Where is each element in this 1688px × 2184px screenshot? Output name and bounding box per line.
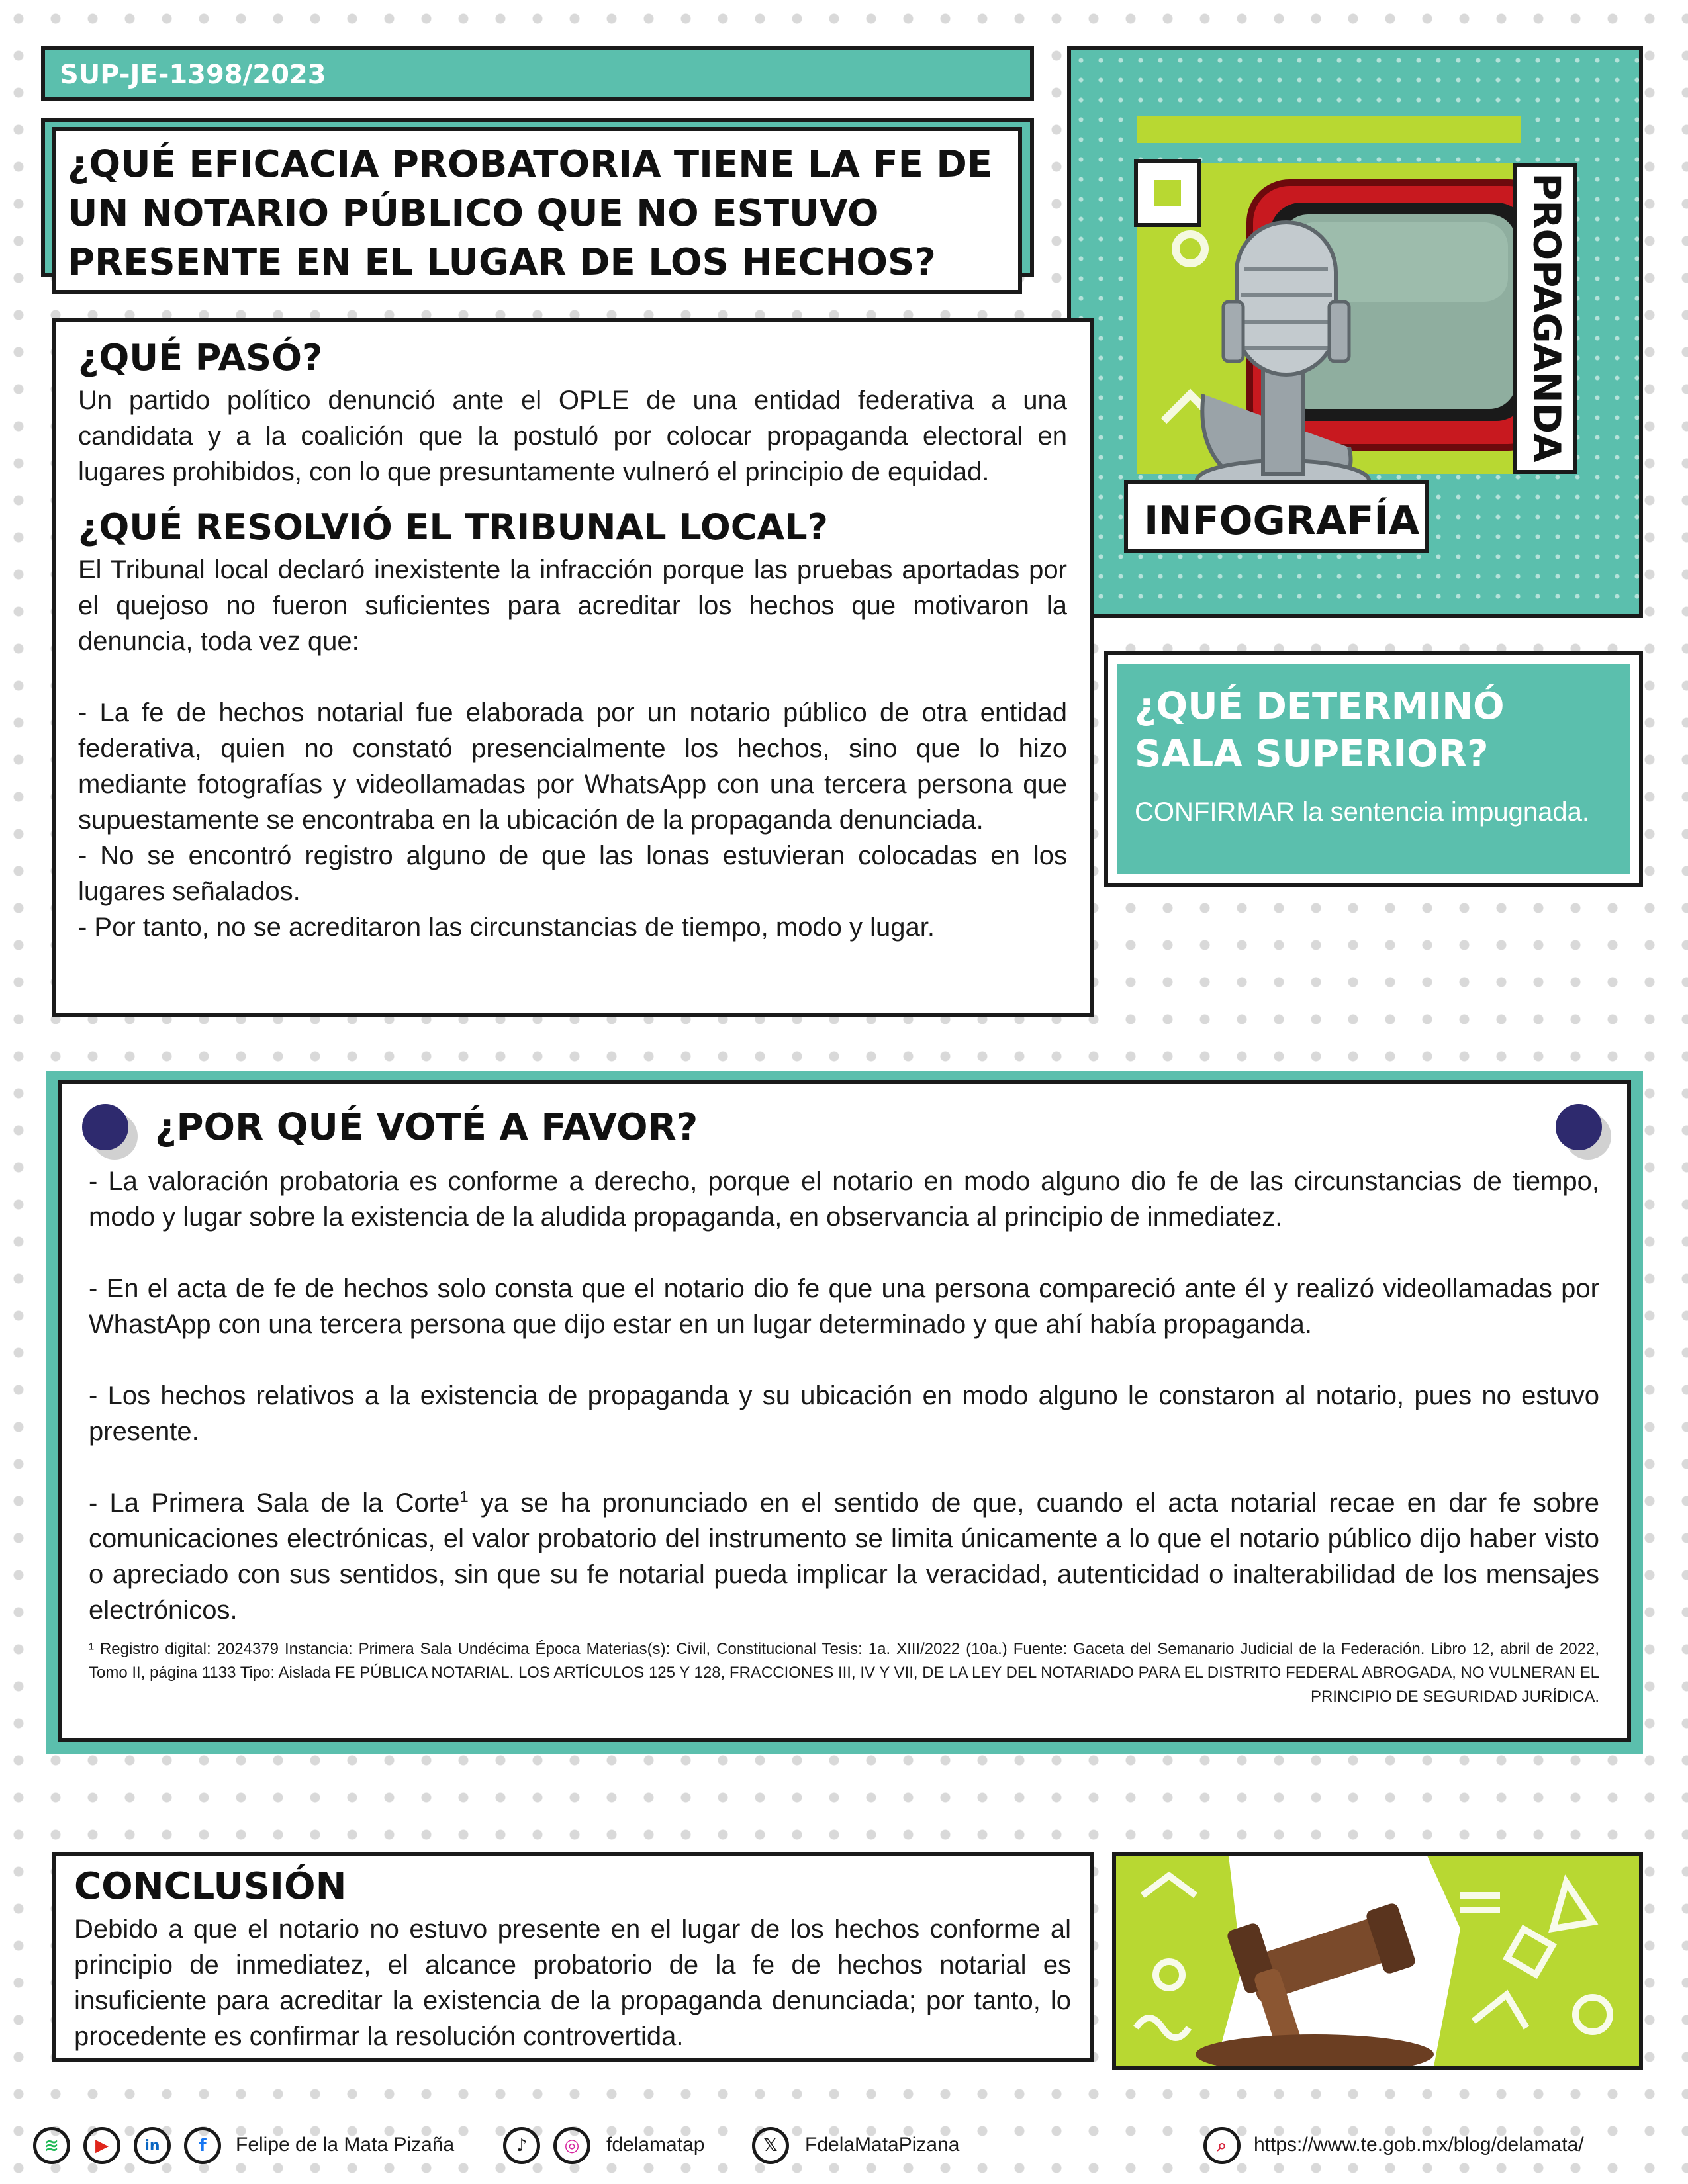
vertical-label-box xyxy=(1513,163,1577,474)
voto-p4-end: ya se ha pronunciado en el sentido de que, cuando el acta notarial recae en dar fe sobre comunicaciones electrónicas, el valor probatorio del instrumento se limita únicamente a lo que el notario público dijo haber visto o apreciado con sus sentidos, sin que su fe notarial pueda implicar la veracidad, autenticidad o inalterabilidad de los mensajes electrónicos. xyxy=(89,1488,1599,1625)
tribunal-local-item: - La fe de hechos notarial fue elaborada por un notario público de otra entidad federativa, quien no constató presencialmente los hechos, sino que lo hizo mediante fotografías y videollamadas por WhatsApp con una tercera persona que supuestamente se encontraba en la ubicación de la propaganda denunciada. xyxy=(78,698,1067,835)
tribunal-local-title: ¿QUÉ RESOLVIÓ EL TRIBUNAL LOCAL? xyxy=(78,506,828,548)
voto-paragraph: - En el acta de fe de hechos solo consta que el notario dio fe que una persona compareció ante él y realizó videollamadas por WhastApp con una tercera persona que dijo estar en un lugar determinado y que ahí había propaganda. xyxy=(89,1274,1599,1339)
footnote: ¹ Registro digital: 2024379 Instancia: Primera Sala Undécima Época Materias(s): Civil, Constitucional Tesis: 1a. XIII/2022 (10a.) Fuente: Gaceta del Semanario Judicial de la Federación. Libro 12, abril de 2022, Tomo II, página 1133 Tipo: Aislada FE PÚBLICA NOTARIAL. LOS ARTÍCULOS 125 Y 128, FRACCIONES III, IV Y VII, DE LA LEY DEL NOTARIADO PARA EL DISTRITO FEDERAL ABROGADA, NO VULNERAN EL PRINCIPIO DE SEGURIDAD JURÍDICA. xyxy=(89,1640,1599,1706)
gavel-illustration xyxy=(1116,1856,1639,2066)
conclusion-box xyxy=(52,1852,1094,2062)
voto-box xyxy=(58,1080,1631,1742)
facebook-icon[interactable]: f xyxy=(184,2127,221,2164)
sala-superior-text: CONFIRMAR la sentencia impugnada. xyxy=(1135,797,1589,827)
search-icon[interactable]: ⌕ xyxy=(1203,2127,1241,2164)
sala-superior-inner xyxy=(1117,664,1630,874)
voto-paragraph xyxy=(89,1485,1599,1628)
case-number: SUP-JE-1398/2023 xyxy=(60,60,326,90)
footnote-ref: 1 xyxy=(459,1488,469,1506)
footer-x-handle: FdelaMataPizana xyxy=(805,2134,960,2156)
tribunal-local-intro: El Tribunal local declaró inexistente la infracción porque las pruebas aportadas por el quejoso no fueron suficientes para acreditar los hechos que motivaron la denuncia, toda vez que: xyxy=(78,555,1067,656)
instagram-icon[interactable]: ◎ xyxy=(553,2127,590,2164)
main-question: ¿QUÉ EFICACIA PROBATORIA TIENE LA FE DE UN NOTARIO PÚBLICO QUE NO ESTUVO PRESENTE EN EL LUGAR DE LOS HECHOS? xyxy=(68,143,993,284)
tribunal-local-item: - Por tanto, no se acreditaron las circunstancias de tiempo, modo y lugar. xyxy=(78,913,935,942)
footer-name: Felipe de la Mata Pizaña xyxy=(236,2134,455,2156)
que-paso-title: ¿QUÉ PASÓ? xyxy=(78,337,323,379)
voto-title: ¿POR QUÉ VOTÉ A FAVOR? xyxy=(155,1106,698,1149)
footer-url[interactable]: https://www.te.gob.mx/blog/delamata/ xyxy=(1254,2134,1584,2156)
tiktok-icon[interactable]: ♪ xyxy=(503,2127,540,2164)
pushpin-icon xyxy=(82,1104,128,1150)
main-question-box xyxy=(52,127,1022,294)
footer xyxy=(0,2122,1688,2168)
gavel-image xyxy=(1112,1852,1643,2070)
x-icon[interactable]: 𝕏 xyxy=(752,2127,789,2164)
vertical-label: PROPAGANDA xyxy=(1524,173,1568,463)
conclusion-text: Debido a que el notario no estuvo presente en el lugar de los hechos conforme al principio de inmediatez, el alcance probatorio de la fe de hechos notarial es insuficiente para acreditar la existencia de la propaganda denunciada; por tanto, lo procedente es confirmar la resolución controvertida. xyxy=(74,1915,1071,2051)
footer-handle: fdelamatap xyxy=(606,2134,705,2156)
header-image xyxy=(1067,46,1643,618)
infografia-badge xyxy=(1124,480,1429,553)
linkedin-icon[interactable]: in xyxy=(134,2127,171,2164)
voto-paragraph: - La valoración probatoria es conforme a derecho, porque el notario en modo alguno dio fe de las circunstancias de tiempo, modo y lugar sobre la existencia de la aludida propaganda, en observancia al principio de inmediatez. xyxy=(89,1167,1599,1232)
voto-paragraph: - Los hechos relativos a la existencia de propaganda y su ubicación en modo alguno le constaron al notario, pues no estuvo presente. xyxy=(89,1381,1599,1446)
tribunal-local-item: - No se encontró registro alguno de que las lonas estuvieran colocadas en los lugares señalados. xyxy=(78,841,1067,906)
que-paso-text: Un partido político denunció ante el OPLE de una entidad federativa a una candidata y a la coalición que la postuló por colocar propaganda electoral en lugares prohibidos, con lo que presuntamente vulneró el principio de equidad. xyxy=(78,386,1067,486)
conclusion-title: CONCLUSIÓN xyxy=(74,1865,347,1908)
pushpin-icon xyxy=(1556,1104,1602,1150)
spotify-icon[interactable]: ≋ xyxy=(33,2127,70,2164)
case-number-bar xyxy=(41,46,1034,101)
voto-p4-start: - La Primera Sala de la Corte xyxy=(89,1488,460,1518)
sala-superior-box xyxy=(1104,651,1643,887)
youtube-icon[interactable]: ▶ xyxy=(83,2127,120,2164)
facts-box xyxy=(52,318,1094,1017)
sala-superior-title: ¿QUÉ DETERMINÓ SALA SUPERIOR? xyxy=(1135,685,1505,776)
infografia-label: INFOGRAFÍA xyxy=(1144,498,1420,544)
